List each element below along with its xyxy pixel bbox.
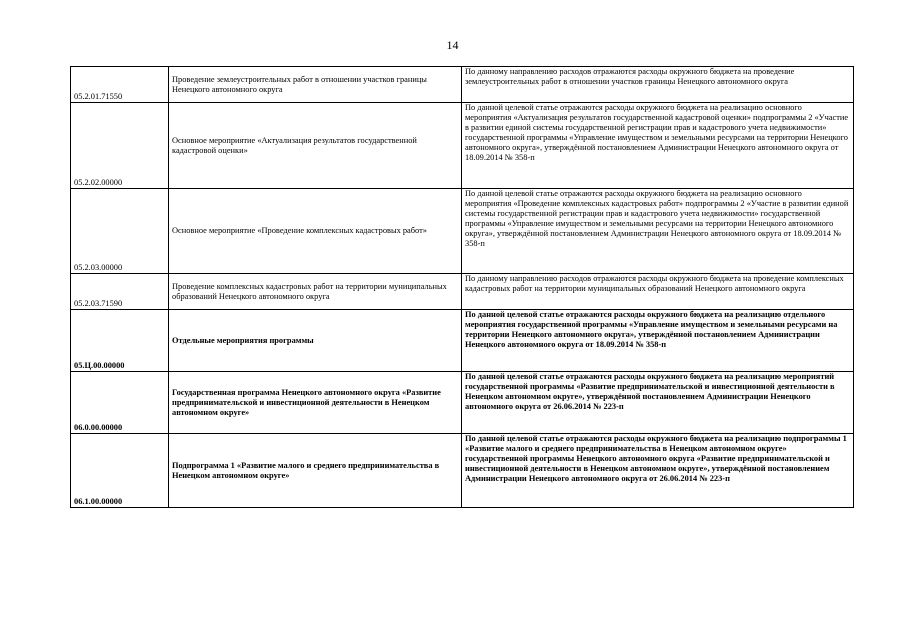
target-name-cell: Основное мероприятие «Проведение комплексных кадастровых работ» bbox=[169, 189, 462, 274]
target-code-cell: 05.2.03.71590 bbox=[71, 274, 169, 310]
target-code-cell: 05.2.02.00000 bbox=[71, 103, 169, 189]
target-description-cell: По данной целевой статье отражаются расходы окружного бюджета на реализацию основного мероприятия «Проведение комплексных кадастровых работ» подпрограммы 2 «Участие в развитии единой системы государственной регистрации прав и кадастрового учета недвижимости» государственной программы «Управление имуществом и земельными ресурсами на территории Ненецкого автономного округа», утверждённой постановлением Администрации Ненецкого автономного округа от 18.09.2014 № 358-п bbox=[462, 189, 854, 274]
target-description-cell: По данной целевой статье отражаются расходы окружного бюджета на реализацию отдельного мероприятия государственной программы «Управление имуществом и земельными ресурсами на территории Ненецкого автономного округа», утверждённой постановлением Администрации Ненецкого автономного округа от 18.09.2014 № 358-п bbox=[462, 310, 854, 372]
target-description-cell: По данному направлению расходов отражаются расходы окружного бюджета на проведение землеустроительных работ в отношении участков границы Ненецкого автономного округа bbox=[462, 67, 854, 103]
target-name-cell: Государственная программа Ненецкого автономного округа «Развитие предпринимательской и инвестиционной деятельности в Ненецком автономном округе» bbox=[169, 372, 462, 434]
budget-classification-table bbox=[70, 66, 854, 508]
target-description-cell: По данной целевой статье отражаются расходы окружного бюджета на реализацию мероприятий государственной программы «Развитие предпринимательской и инвестиционной деятельности в Ненецком автономном округе», утверждённой постановлением Администрации Ненецкого автономного округа от 26.06.2014 № 223-п bbox=[462, 372, 854, 434]
target-code-cell: 06.1.00.00000 bbox=[71, 434, 169, 508]
target-name-cell: Отдельные мероприятия программы bbox=[169, 310, 462, 372]
target-code-cell: 05.Ц.00.00000 bbox=[71, 310, 169, 372]
target-code-cell: 05.2.03.00000 bbox=[71, 189, 169, 274]
target-code-cell: 05.2.01.71550 bbox=[71, 67, 169, 103]
target-name-cell: Проведение землеустроительных работ в отношении участков границы Ненецкого автономного округа bbox=[169, 67, 462, 103]
page-number: 14 bbox=[446, 38, 459, 52]
table-row bbox=[71, 274, 854, 310]
table-row bbox=[71, 189, 854, 274]
table-row bbox=[71, 372, 854, 434]
table-row bbox=[71, 310, 854, 372]
table-row bbox=[71, 434, 854, 508]
target-name-cell: Основное мероприятие «Актуализация результатов государственной кадастровой оценки» bbox=[169, 103, 462, 189]
target-name-cell: Проведение комплексных кадастровых работ на территории муниципальных образований Ненецкого автономного округа bbox=[169, 274, 462, 310]
table-row bbox=[71, 67, 854, 103]
target-description-cell: По данной целевой статье отражаются расходы окружного бюджета на реализацию основного мероприятия «Актуализация результатов государственной кадастровой оценки» подпрограммы 2 «Участие в развитии единой системы государственной регистрации прав и кадастрового учета недвижимости» государственной программы «Управление имуществом и земельными ресурсами на территории Ненецкого автономного округа», утверждённой постановлением Администрации Ненецкого автономного округа от 18.09.2014 № 358-п bbox=[462, 103, 854, 189]
target-description-cell: По данному направлению расходов отражаются расходы окружного бюджета на проведение комплексных кадастровых работ на территории муниципальных образований Ненецкого автономного округа bbox=[462, 274, 854, 310]
target-name-cell: Подпрограмма 1 «Развитие малого и среднего предпринимательства в Ненецком автономном округе» bbox=[169, 434, 462, 508]
table-row bbox=[71, 103, 854, 189]
target-code-cell: 06.0.00.00000 bbox=[71, 372, 169, 434]
target-description-cell: По данной целевой статье отражаются расходы окружного бюджета на реализацию подпрограммы 1 «Развитие малого и среднего предпринимательства в Ненецком автономном округе» государственной программы Ненецкого автономного округа «Развитие предпринимательской и инвестиционной деятельности в Ненецком автономном округе», утверждённой постановлением Администрации Ненецкого автономного округа от 26.06.2014 № 223-п bbox=[462, 434, 854, 508]
